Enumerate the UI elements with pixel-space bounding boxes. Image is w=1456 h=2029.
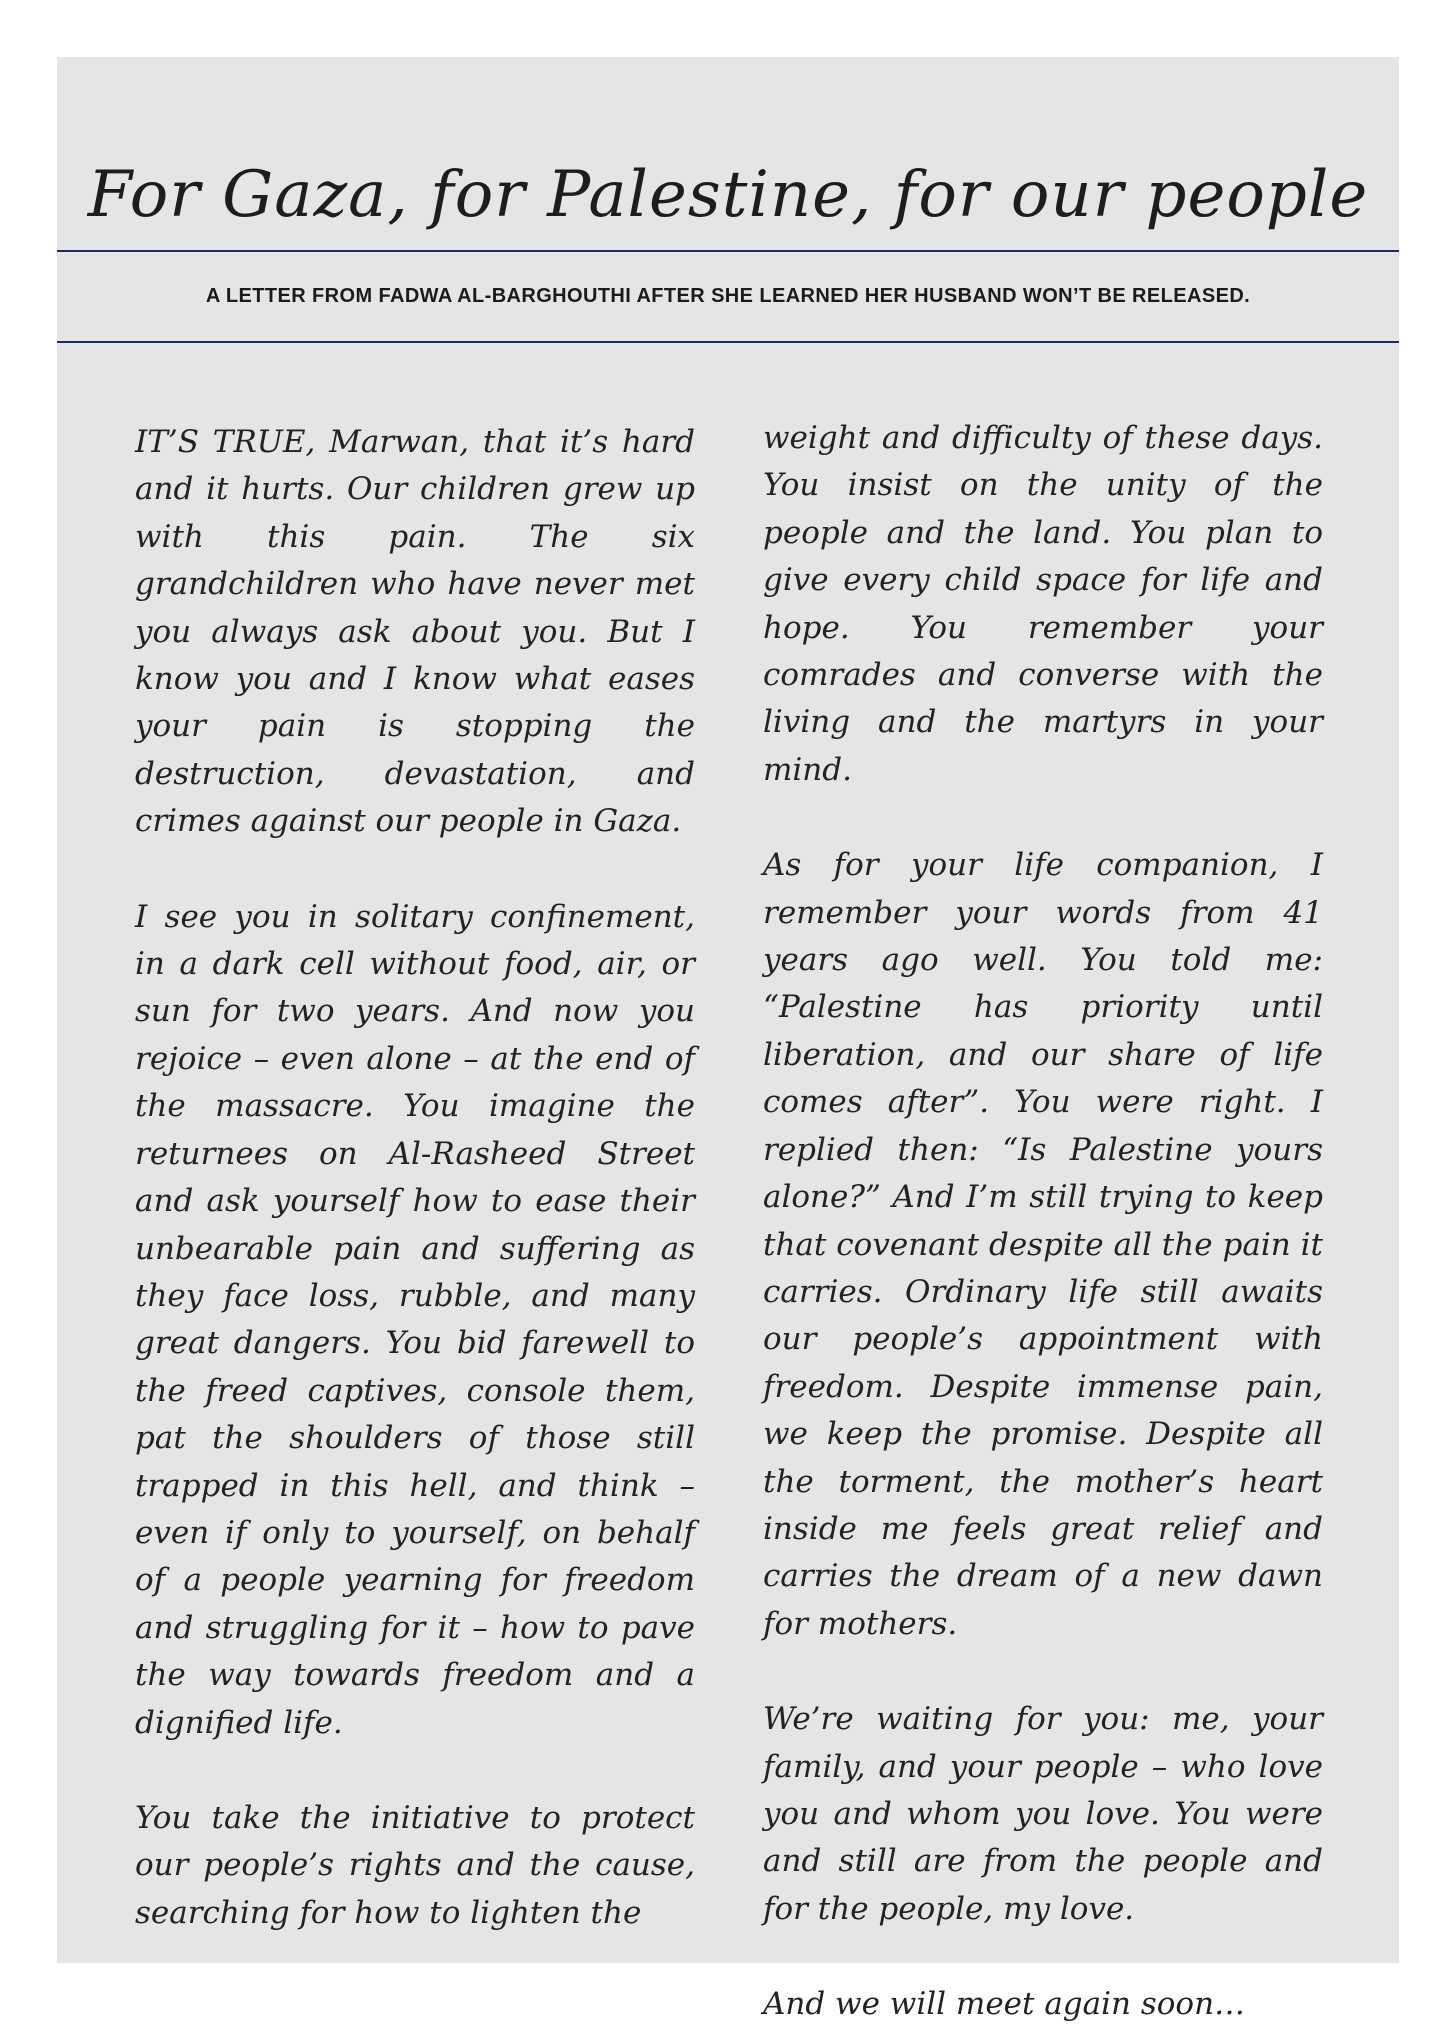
paragraph: We’re waiting for you: me, your family, and your people – who love you and whom you love. You were and still are from the people and for the people, my love.: [763, 1701, 1323, 1927]
paragraph: You take the initiative to protect our people’s rights and the cause, searching for how to lighten the: [135, 1799, 695, 1931]
page-title: For Gaza, for Palestine, for our people: [87, 158, 1369, 232]
title-divider-bottom: [57, 341, 1399, 343]
paragraph: IT’S TRUE, Marwan, that it’s hard and it hurts. Our children grew up with this pain. The six grandchildren who have never met you always ask about you. But I know you and I know what eases your pain is stopping the destruction, devastation, and crimes against our people in Gaza.: [135, 424, 695, 840]
letter-left-column: [135, 419, 695, 1937]
closing-line: And we will meet again soon…: [763, 1986, 1246, 2023]
title-divider-top: [57, 250, 1399, 252]
letter-card: [57, 57, 1399, 2023]
paragraph: I see you in solitary confinement, in a dark cell without food, air, or sun for two years. And now you rejoice – even alone – at the end of the massacre. You imagine the returnees on Al-Rasheed Street and ask yourself how to ease their unbearable pain and suffering as they face loss, rubble, and many great dangers. You bid farewell to the freed captives, console them, pat the shoulders of those still trapped in this hell, and think – even if only to yourself, on behalf of a people yearning for freedom and struggling for it – how to pave the way towards freedom and a dignified life.: [135, 898, 695, 1741]
paragraph: weight and difficulty of these days. You insist on the unity of the people and the land. You plan to give every child space for life and hope. You remember your comrades and converse with the living and the martyrs in your mind.: [763, 420, 1323, 788]
paragraph: As for your life companion, I remember your words from 41 years ago well. You told me: “Palestine has priority until liberation, and our share of life comes after”. You were right. I replied then: “Is Palestine yours alone?” And I’m still trying to keep that covenant despite all the pain it carries. Ordinary life still awaits our people’s appointment with freedom. Despite immense pain, we keep the promise. Despite all the torment, the mother’s heart inside me feels great relief and carries the dream of a new dawn for mothers.: [763, 847, 1323, 1642]
letter-right-column: [763, 415, 1323, 2029]
subtitle: A LETTER FROM FADWA AL-BARGHOUTHI AFTER SHE LEARNED HER HUSBAND WON’T BE RELEASED.: [205, 285, 1251, 307]
